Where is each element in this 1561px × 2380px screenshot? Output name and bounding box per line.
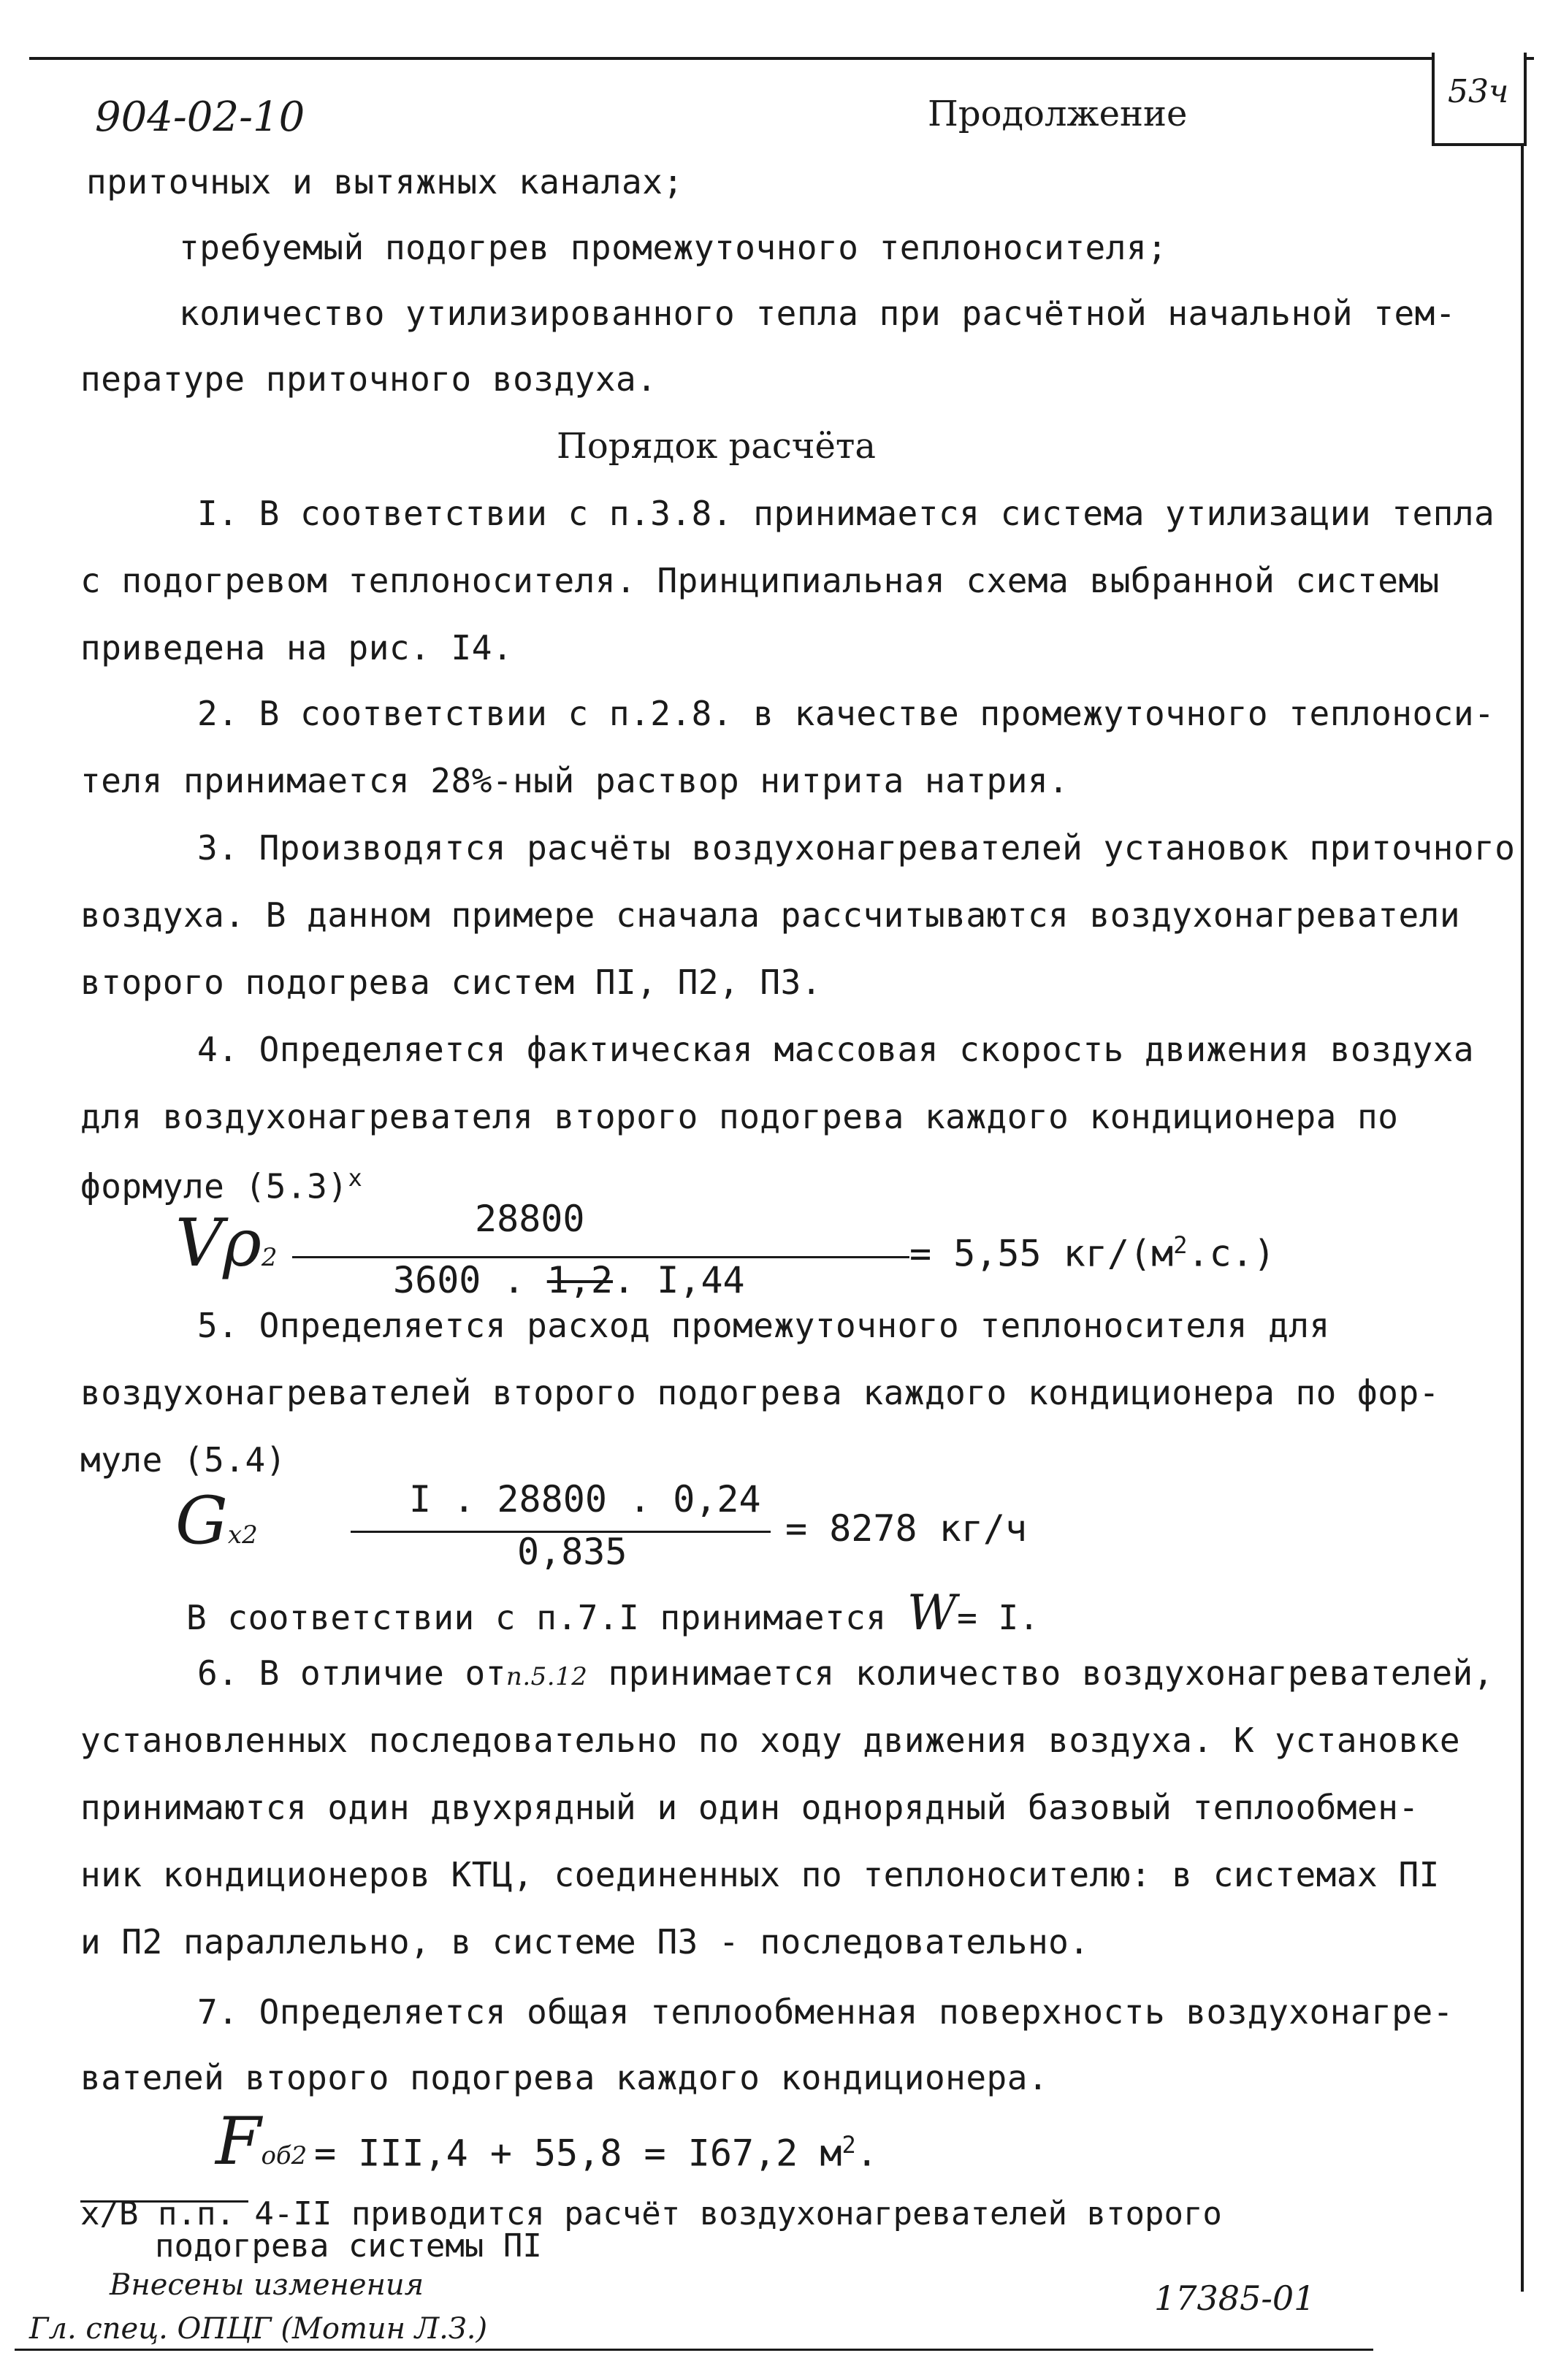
formula-denominator: 3600 . 1,2. I,44 (393, 1259, 745, 1301)
text-line: 3. Производятся расчёты воздухонагревателей установок приточного (197, 828, 1516, 868)
text-line: I. В соответствии с п.3.8. принимается система утилизации тепла (197, 494, 1495, 533)
formula-result: = 5,55 $кг/(м^2.с.)$ (909, 1231, 1275, 1275)
footnote-line: x/В п.п. 4-II приводится расчёт воздухонагревателей второго (80, 2195, 1222, 2232)
text-line: теля принимается 28%-ный раствор нитрита натрия. (80, 761, 1069, 800)
signature-line: Гл. спец. ОПЦГ (Мотин Л.З.) (29, 2312, 488, 2346)
formula-result: = III,4 + 55,8 = I67,2 $м^2$. (314, 2131, 878, 2175)
section-title: Порядок расчёта (557, 426, 877, 467)
document-number: 904-02-10 (95, 93, 305, 141)
text-line: 2. В соответствии с п.2.8. в качестве промежуточного теплоноси- (197, 694, 1495, 733)
text-line: установленных последовательно по ходу движения воздуха. К установке (80, 1721, 1461, 1760)
frame-right-border (1521, 57, 1524, 2292)
text-line: с подогревом теплоносителя. Принципиальная схема выбранной системы (80, 561, 1440, 600)
change-note: Внесены изменения (110, 2268, 424, 2302)
text-line: формуле $(5.3)^x$ (80, 1164, 363, 1206)
text-line: количество утилизированного тепла при расчётной начальной тем- (179, 294, 1457, 333)
text-line: приведена на рис. I4. (80, 628, 514, 667)
page-number-box (1432, 53, 1527, 146)
text-line: В соответствии с п.7.I принимается W= I. (186, 1585, 1039, 1641)
text-line: пературе приточного воздуха. (80, 359, 657, 399)
footnote-line: подогрева системы ПI (155, 2227, 542, 2265)
text-line: 4. Определяется фактическая массовая скорость движения воздуха (197, 1030, 1475, 1069)
text-line: 5. Определяется расход промежуточного теплоносителя для (197, 1306, 1330, 1345)
formula-numerator: I . 28800 . 0,24 (409, 1478, 761, 1520)
text-line: ник кондиционеров КТЦ, соединенных по теплоносителю: в системах ПI (80, 1855, 1440, 1894)
stamp-baseline (15, 2349, 1373, 2351)
continuation-label: Продолжение (928, 93, 1188, 134)
frame-top-border (29, 57, 1534, 60)
text-line: 7. Определяется общая теплообменная поверхность воздухонагре- (197, 1992, 1454, 2032)
formula-symbol: Vρ2 (175, 1205, 278, 1282)
formula-symbol: Gx2 (175, 1482, 258, 1559)
text-line: второго подогрева систем ПI, П2, П3. (80, 963, 822, 1002)
registration-number: 17385-01 (1154, 2278, 1316, 2318)
footnote-marker: x (348, 1164, 363, 1192)
text-line: принимаются один двухрядный и один однорядный базовый теплообмен- (80, 1788, 1419, 1827)
formula-symbol: Fоб2 (215, 2103, 308, 2180)
fraction-line (292, 1256, 909, 1258)
formula-result: = 8278 кг/ч (785, 1507, 1028, 1550)
text-line: требуемый подогрев промежуточного теплоносителя; (179, 228, 1168, 267)
text-line: и П2 параллельно, в системе П3 - последовательно. (80, 1922, 1090, 1962)
text-line: вателей второго подогрева каждого кондиционера. (80, 2058, 1049, 2097)
text-line: 6. В отличие отп.5.12 принимается количество воздухонагревателей, (197, 1653, 1494, 1693)
text-line: воздухонагревателей второго подогрева каждого кондиционера по фор- (80, 1373, 1440, 1412)
formula-numerator: 28800 (475, 1198, 585, 1240)
text-line: приточных и вытяжных каналах; (86, 162, 684, 202)
text-line: для воздухонагревателя второго подогрева каждого кондиционера по (80, 1097, 1399, 1136)
formula-denominator: 0,835 (517, 1531, 627, 1573)
text-line: воздуха. В данном примере сначала рассчитываются воздухонагреватели (80, 895, 1461, 935)
text-line: муле (5.4) (80, 1440, 286, 1480)
page-number: 53ч (1448, 73, 1509, 110)
